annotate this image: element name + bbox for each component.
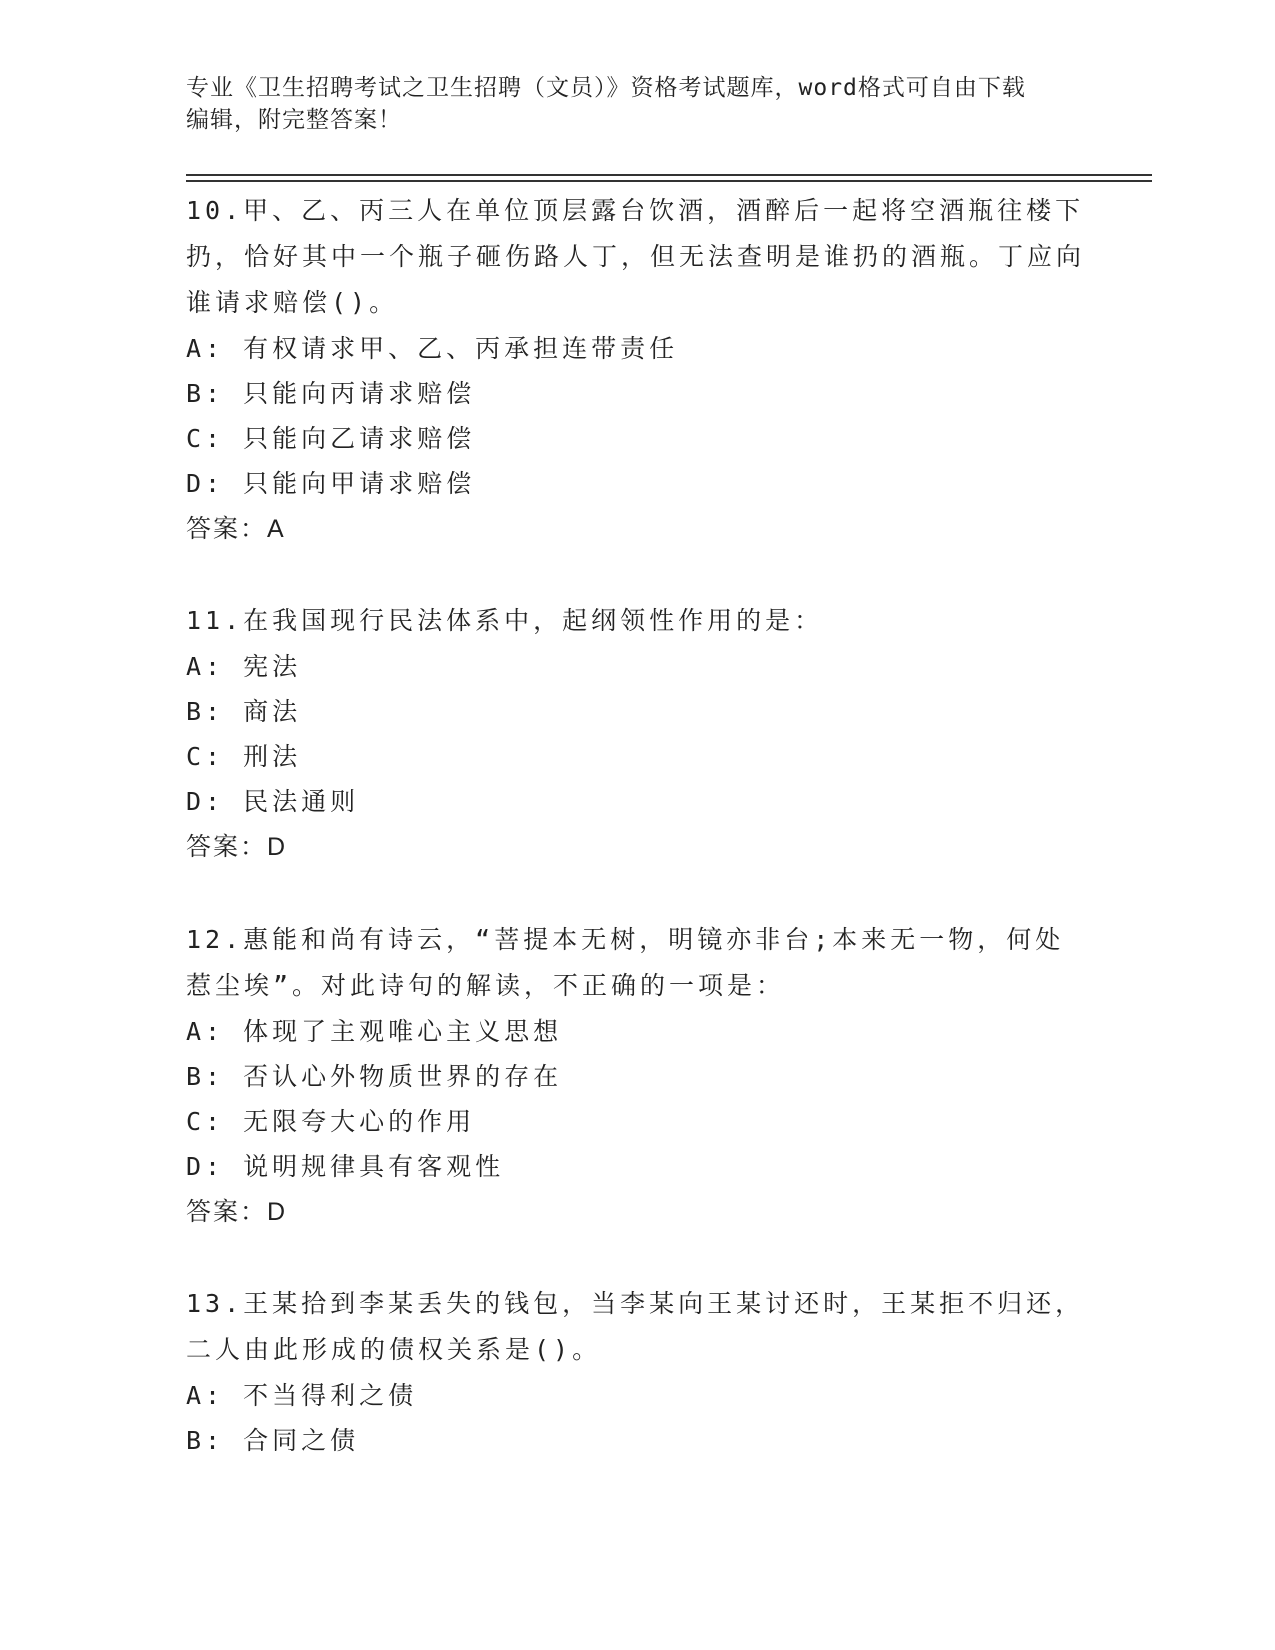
option-c: C: 刑法 bbox=[186, 742, 302, 771]
option-b: B: 只能向丙请求赔偿 bbox=[186, 379, 476, 408]
option-d: D: 只能向甲请求赔偿 bbox=[186, 469, 476, 498]
option-d: D: 说明规律具有客观性 bbox=[186, 1152, 505, 1181]
question-13 bbox=[186, 1281, 1086, 1463]
option-d: D: 民法通则 bbox=[186, 787, 360, 816]
answer: 答案：A bbox=[186, 515, 286, 543]
option-b: B: 否认心外物质世界的存在 bbox=[186, 1062, 563, 1091]
option-c: C: 无限夸大心的作用 bbox=[186, 1107, 476, 1136]
header-line-1: 专业《卫生招聘考试之卫生招聘（文员）》资格考试题库，word格式可自由下载 bbox=[186, 75, 1026, 101]
question-10 bbox=[186, 188, 1086, 552]
option-c: C: 只能向乙请求赔偿 bbox=[186, 424, 476, 453]
question-stem: 12.惠能和尚有诗云，“菩提本无树，明镜亦非台;本来无一物，何处惹尘埃”。对此诗句的解读，不正确的一项是： bbox=[186, 925, 1065, 1000]
header-line-2: 编辑，附完整答案！ bbox=[186, 107, 402, 133]
header-divider-bottom bbox=[186, 180, 1152, 182]
document-header bbox=[186, 72, 1086, 136]
question-stem: 13.王某拾到李某丢失的钱包，当李某向王某讨还时，王某拒不归还，二人由此形成的债权关系是()。 bbox=[186, 1289, 1085, 1364]
option-a: A: 宪法 bbox=[186, 652, 302, 681]
question-11 bbox=[186, 598, 1086, 870]
question-stem: 10.甲、乙、丙三人在单位顶层露台饮酒，酒醉后一起将空酒瓶往楼下扔，恰好其中一个瓶子砸伤路人丁，但无法查明是谁扔的酒瓶。丁应向谁请求赔偿()。 bbox=[186, 196, 1086, 317]
option-b: B: 合同之债 bbox=[186, 1426, 360, 1455]
header-divider-top bbox=[186, 174, 1152, 176]
option-b: B: 商法 bbox=[186, 697, 302, 726]
option-a: A: 有权请求甲、乙、丙承担连带责任 bbox=[186, 334, 679, 363]
answer: 答案：D bbox=[186, 1198, 288, 1226]
option-a: A: 体现了主观唯心主义思想 bbox=[186, 1017, 563, 1046]
answer: 答案：D bbox=[186, 833, 288, 861]
question-12 bbox=[186, 917, 1086, 1235]
option-a: A: 不当得利之债 bbox=[186, 1381, 418, 1410]
question-stem: 11.在我国现行民法体系中，起纲领性作用的是： bbox=[186, 606, 824, 635]
